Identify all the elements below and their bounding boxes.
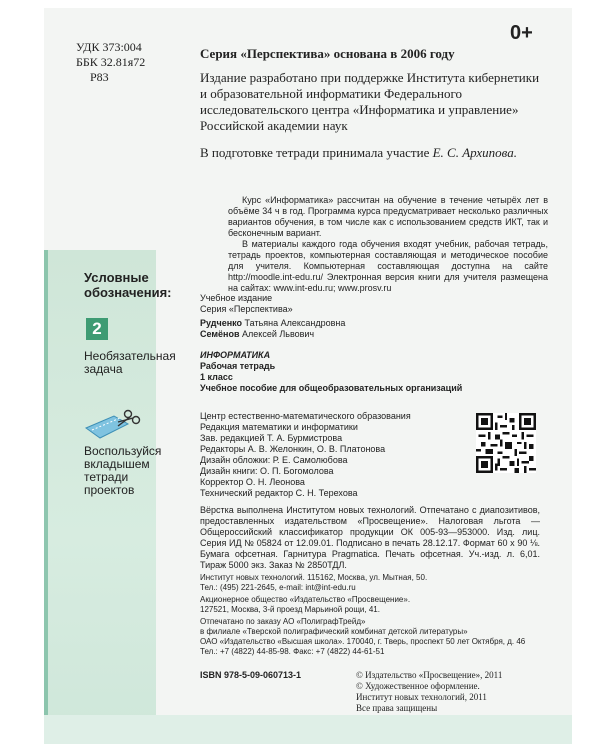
address-line: Акционерное общество «Издательство «Просвещение». [200,595,411,604]
optional-task-label: Необязательная задача [84,349,176,376]
copyright-line: © Художественное оформление. [356,681,480,691]
book-title-block [200,350,462,394]
support-text: Издание разработано при поддержке Института кибернетики и образовательной информатики Федерального исследовательского центра «Информатика и управление» Российской академии наук [200,70,540,133]
author-1-surname: Рудченко [200,318,243,328]
address-line: Отпечатано по заказу АО «ПолиграфТрейд» [200,617,366,626]
staff-line: Дизайн книги: О. П. Богомолова [200,466,334,476]
printer-address [200,617,525,657]
book-subject: ИНФОРМАТИКА [200,350,271,360]
bottom-band [44,715,572,744]
institute-address [200,573,427,593]
author-1 [200,318,345,329]
prep-name: Е. С. Архипова. [432,145,517,160]
address-line: 127521, Москва, 3-й проезд Марьиной рощи, 41. [200,605,380,614]
book-purpose: Учебное пособие для общеобразовательных организаций [200,383,463,393]
legend-title: Условные обозначения: [84,270,172,300]
authors [200,318,345,340]
staff-list [200,411,460,499]
address-line: Институт новых технологий. 115162, Москва, ул. Мытная, 50. [200,573,428,582]
prep-prefix: В подготовке тетради принимала участие [200,145,433,160]
udk-code: УДК 373:004 [76,40,142,54]
series-line: Серия «Перспектива» основана в 2006 году [200,46,455,61]
isbn: ISBN 978-5-09-060713-1 [200,670,302,680]
prep-line [200,145,517,161]
author-2-name: Алексей Львович [239,329,315,339]
staff-line: Корректор О. Н. Леонова [200,477,305,487]
optional-task-badge: 2 [86,318,108,340]
staff-line: Редакция математики и информатики [200,422,358,432]
age-rating: 0+ [510,22,533,44]
copyright-line: Институт новых технологий, 2011 [356,692,487,702]
copyright-block [356,670,502,714]
staff-line: Технический редактор С. Н. Терехова [200,488,358,498]
copyright-line: © Издательство «Просвещение», 2011 [356,670,503,680]
book-type: Рабочая тетрадь [200,361,276,371]
bbk-code: ББК 32.81я72 [76,55,146,69]
author-2-surname: Семёнов [200,329,240,339]
address-line: в филиале «Тверской полиграфический комбинат детской литературы» [200,627,468,636]
course-description [228,195,548,294]
qr-code [476,413,536,473]
copyright-line: Все права защищены [356,703,438,713]
staff-line: Дизайн обложки: Р. Е. Самолюбова [200,455,348,465]
scissors-insert-icon [84,408,144,440]
address-line: ОАО «Издательство «Высшая школа». 170040, г. Тверь, проспект 50 лет Октября, д. 46 [200,637,526,646]
address-line: Тел.: (495) 221-2645, e-mail: int@int-edu.ru [200,583,356,592]
author-1-name: Татьяна Александровна [242,318,346,328]
insert-label: Воспользуйся вкладышем тетради проектов [84,444,162,497]
author-mark: Р83 [90,70,109,84]
course-paragraph-1: Курс «Информатика» рассчитан на обучение в течение четырёх лет в объёме 34 ч в год. Программа курса предусматривает несколько различных вариантов обучения, в том числе как с использованием средств ИКТ, так и бесконечным вариант. [228,195,548,238]
print-info: Вёрстка выполнена Институтом новых технологий. Отпечатано с диапозитивов, предоставленных издательством «Просвещение». Налоговая льгота — Общероссийский классификатор продукции ОК 005-93—953000. Изд. лиц. Серия ИД № 05824 от 12.09.01. Подписано в печать 28.12.17. Формат 60 x 90 ⅛. Бумага офсетная. Гарнитура Pragmatica. Печать офсетная. Уч.-изд. л. 6,01. Тираж 5000 экз. Заказ № 2850ТДЛ. [200,505,540,570]
edu-line-1: Учебное издание [200,293,273,303]
book-grade: 1 класс [200,372,233,382]
staff-line: Центр естественно-математического образования [200,411,411,421]
staff-line: Зав. редакцией Т. А. Бурмистрова [200,433,343,443]
edition-type [200,293,293,315]
course-paragraph-2: В материалы каждого года обучения входят учебник, рабочая тетрадь, тетрадь проектов, компьютерная составляющая и методическое пособие для учителя. Компьютерная составляющая доступна на сайте http://moodle.int-edu.ru/ Электронная версия книги для учителя размещена на сайтах: www.int-edu.ru; www.prosv.ru [228,239,548,293]
address-line: Тел.: +7 (4822) 44-85-98. Факс: +7 (4822) 44-61-51 [200,647,385,656]
classification-codes [76,40,145,85]
author-2 [200,329,345,340]
sidebar-edge [44,250,48,730]
edu-line-2: Серия «Перспектива» [200,304,293,314]
publisher-address [200,595,410,615]
staff-line: Редакторы А. В. Желонкин, О. В. Платонова [200,444,386,454]
